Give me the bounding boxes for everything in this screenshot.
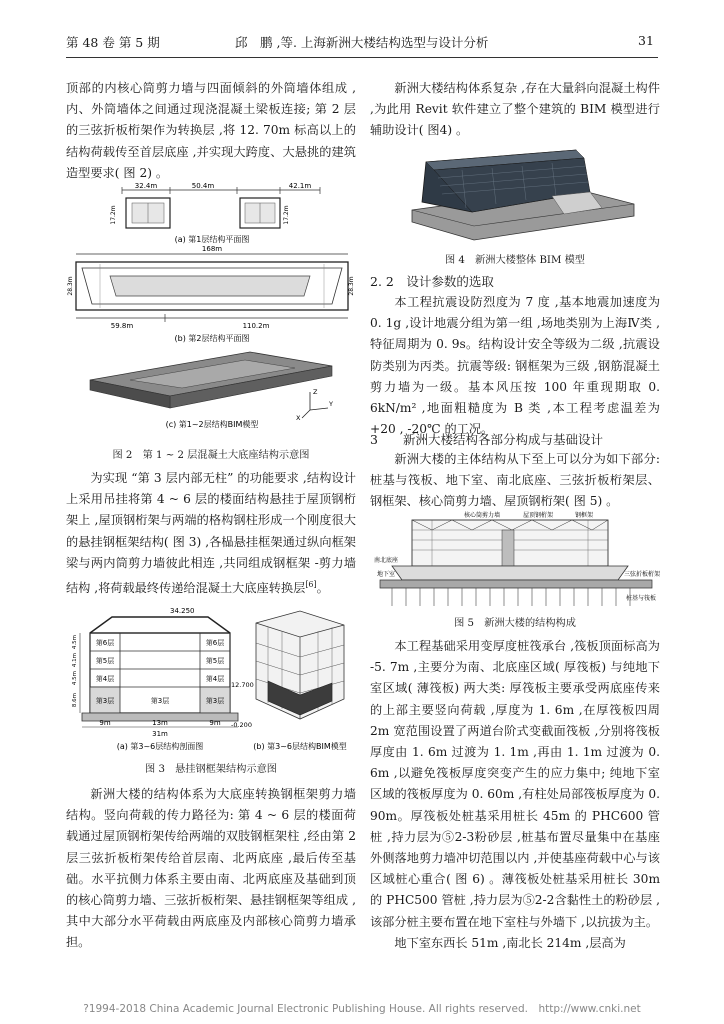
floor-label-l6: 第6层 — [95, 639, 115, 647]
fig2a-plan — [110, 182, 320, 244]
fig2b-dim-bottom-1: 59.8m — [110, 322, 134, 330]
section-number: 3 — [370, 432, 378, 447]
fig2c-subcaption: (c) 第1~2层结构BIM模型 — [165, 420, 259, 429]
header-rule — [66, 57, 658, 58]
axis-y-label: Y — [329, 400, 333, 408]
bottom-dim-1: 9m — [99, 719, 111, 727]
fig2a-dim-3: 42.1m — [288, 182, 312, 190]
paragraph-end: 。 — [316, 581, 329, 596]
floor-label-l3: 第3层 — [95, 697, 115, 705]
section-2-2-heading — [370, 272, 494, 290]
fig3b-subcaption: (b) 第3~6层结构BIM模型 — [253, 742, 347, 751]
floor-label-5: 第5层 — [205, 657, 225, 665]
figure-4-caption: 图 4 新洲大楼整体 BIM 模型 — [444, 255, 585, 266]
section-title: 设计参数的选取 — [406, 274, 494, 289]
right-para-4 — [370, 636, 660, 954]
section-3-heading — [370, 430, 603, 448]
figure-4 — [402, 148, 638, 242]
fig2b-dim-bottom-2: 110.2m — [242, 322, 270, 330]
paragraph: 本工程基础采用变厚度桩筏承台 ,筏板顶面标高为 -5. 7m ,主要分为南、北底座区域( 厚筏板) 与纯地下室区域( 薄筏板) 两大类: 厚筏板主要承受两底座传来的上部主要竖向荷载 ,厚度为 1. 6m ,在厚筏板四周 2m 宽范围设置了两道台阶式变截面筏板 ,分别将筏板厚度由 1. 6m 过渡为 1. 1m ,再由 1. 1m 过渡为 0. 6m ,以避免筏板厚度突变产生的应力集中; 纯地下室区域的筏板厚度为 0. 60m ,有柱处局部筏板厚度为 0. 90m。厚筏板处桩基采用桩长 45m 的 PHC600 管桩 ,持力层为⑤2-3粉砂层 ,桩基布置尽量集中在基座外侧落地剪力墙冲切范围以内 ,并使基座荷载中心与该区域桩心重合( 图 6) 。薄筏板处桩基采用桩长 30m 的 PHC500 管桩 ,持力层为⑤2-2含黏性土的粉砂层 ,该部分桩主要布置在地下室柱与外墙下 ,以抗拔为主。 — [370, 639, 660, 929]
fig2a-dim-2: 50.4m — [191, 182, 215, 190]
elevation-top: 34.250 — [170, 607, 195, 615]
paragraph: 顶部的内核心筒剪力墙与四面倾斜的外筒墙体组成 ,内、外筒墙体之间通过现浇混凝土梁板连接; 第 2 层的三弦折板桁架作为转换层 ,将 12. 70m 标高以上的结构荷载传至首层底座 ,并实现大跨度、大悬挑的建筑造型要求( 图 2) 。 — [66, 81, 356, 180]
figure-2-caption: 图 2 第 1 ~ 2 层混凝土大底座结构示意图 — [112, 450, 310, 461]
floor-label-6: 第6层 — [205, 639, 225, 647]
left-para-1 — [66, 78, 356, 184]
total-dim: 31m — [152, 730, 168, 738]
paragraph: 新洲大楼的结构体系为大底座转换钢框架剪力墙结构。竖向荷载的传力路径为: 第 4 ~ 6 层的楼面荷载通过屋顶钢桁架传给两端的双肢钢框架柱 ,经由第 2 层三弦折板桁架传给首层南、北两底座 ,最后传至基础。水平抗侧力体系主要由南、北两底座及基础到顶的核心筒剪力墙、三弦折板桁架、悬挂钢框架等组成 ,其中大部分水平荷载由两底座及内部核心筒剪力墙承担。 — [66, 787, 356, 950]
page-number: 31 — [638, 33, 654, 48]
figure-2 — [67, 182, 355, 452]
fig3a-subcaption: (a) 第3~6层结构剖面图 — [116, 742, 204, 751]
fig2b-dim-left: 28.3m — [67, 276, 74, 296]
left-dim-4: 8.6m — [72, 692, 78, 708]
paragraph-text: 为实现 “第 3 层内部无柱” 的功能要求 ,结构设计上采用吊挂将第 4 ~ 6 层的楼面结构悬挂于屋顶钢桁架上 ,屋顶钢桁架与两端的格构钢柱形成一个刚度很大的悬挂钢框架结构( 图 3) ,各榀悬挂框架通过纵向框架梁与两内筒剪力墙彼此相连 ,共同组成钢框架 -剪力墙结构 ,将荷载最终传递给混凝土大底座转换层 — [66, 471, 356, 596]
fig2c-bim-model — [90, 352, 333, 429]
fig3b-bim-model — [253, 611, 347, 751]
label-basement: 地下室 — [376, 571, 396, 578]
label-core-wall: 核心筒剪力墙 — [463, 512, 501, 519]
fig2b-subcaption: (b) 第2层结构平面图 — [174, 334, 250, 343]
floor-label-3: 第3层 — [205, 697, 225, 705]
right-para-1 — [370, 78, 660, 142]
left-para-3 — [66, 784, 356, 954]
label-pile-raft: 桩基与筏板 — [626, 595, 657, 602]
paragraph: 本工程抗震设防烈度为 7 度 ,基本地震加速度为 0. 1g ,设计地震分组为第一组 ,场地类别为上海Ⅳ类 ,特征周期为 0. 9s。结构设计安全等级为二级 ,抗震设防类别为丙类。抗震等级: 钢框架为三级 ,钢筋混凝土剪力墙为一级。基本风压按 100 年重现期取 0. 6kN/m² ,地面粗糙度为 B 类 ,本工程考虑温差为 +20 , -20℃ 的工况。 — [370, 295, 660, 437]
left-dim-1: 4.5m — [72, 634, 78, 650]
axis-x-label: X — [296, 414, 301, 422]
label-podium: 南北底座 — [373, 557, 399, 564]
fig2a-subcaption: (a) 第1层结构平面图 — [174, 235, 250, 244]
left-dim-2: 4.1m — [72, 652, 78, 668]
fig2b-dim-right: 28.3m — [348, 276, 355, 296]
paragraph: 新洲大楼的主体结构从下至上可以分为如下部分: 桩基与筏板、地下室、南北底座、三弦折板桁架层、钢框架、核心筒剪力墙、屋顶钢桁架( 图 5) 。 — [370, 452, 660, 509]
label-roof-truss: 屋顶钢桁架 — [522, 512, 554, 519]
copyright-footer: ?1994-2018 China Academic Journal Electronic Publishing House. All rights reserved. http://www.cnki.net — [83, 1003, 641, 1015]
fig2a-dim-right: 17.2m — [283, 205, 290, 225]
running-title: 邱 鹏 ,等. 上海新洲大楼结构选型与设计分析 — [235, 35, 489, 50]
axis-z-label: Z — [313, 388, 318, 396]
paragraph: 地下室东西长 51m ,南北长 214m ,层高为 — [394, 935, 626, 950]
journal-volume: 第 48 卷 第 5 期 — [66, 35, 160, 50]
floor-label-l4: 第4层 — [95, 675, 115, 683]
figure-3-caption: 图 3 悬挂钢框架结构示意图 — [145, 764, 277, 775]
bottom-dim-3: 9m — [209, 719, 221, 727]
right-para-2 — [370, 292, 660, 440]
fig2a-dim-1: 32.4m — [134, 182, 158, 190]
left-dim-3: 4.5m — [72, 670, 78, 686]
paragraph — [66, 468, 356, 599]
figure-3 — [68, 603, 356, 755]
section-number: 2. 2 — [370, 274, 394, 289]
fig2a-dim-left: 17.2m — [110, 205, 117, 225]
floor-label-l5: 第5层 — [95, 657, 115, 665]
floor-label-4: 第4层 — [205, 675, 225, 683]
section-title: 新洲大楼结构各部分构成与基础设计 — [402, 432, 603, 447]
citation: [6] — [305, 580, 317, 590]
fig3a-section — [72, 607, 254, 751]
right-para-3 — [370, 449, 660, 513]
label-folded-truss: 三弦折板桁架 — [624, 571, 661, 578]
paragraph: 新洲大楼结构体系复杂 ,存在大量斜向混凝土构件 ,为此用 Revit 软件建立了整个建筑的 BIM 模型进行辅助设计( 图4) 。 — [370, 81, 660, 138]
figure-5-caption: 图 5 新洲大楼的结构构成 — [454, 618, 576, 629]
fig2b-plan — [67, 245, 355, 343]
label-steel-frame: 钢框架 — [574, 512, 594, 519]
left-para-2 — [66, 468, 356, 599]
figure-5 — [372, 510, 660, 610]
floor-label-center: 第3层 — [150, 697, 170, 705]
elevation-bottom: -0.200 — [231, 721, 252, 729]
bottom-dim-2: 13m — [152, 719, 168, 727]
fig2b-dim-top: 168m — [201, 245, 223, 253]
elevation-mid: 12.700 — [231, 681, 254, 689]
